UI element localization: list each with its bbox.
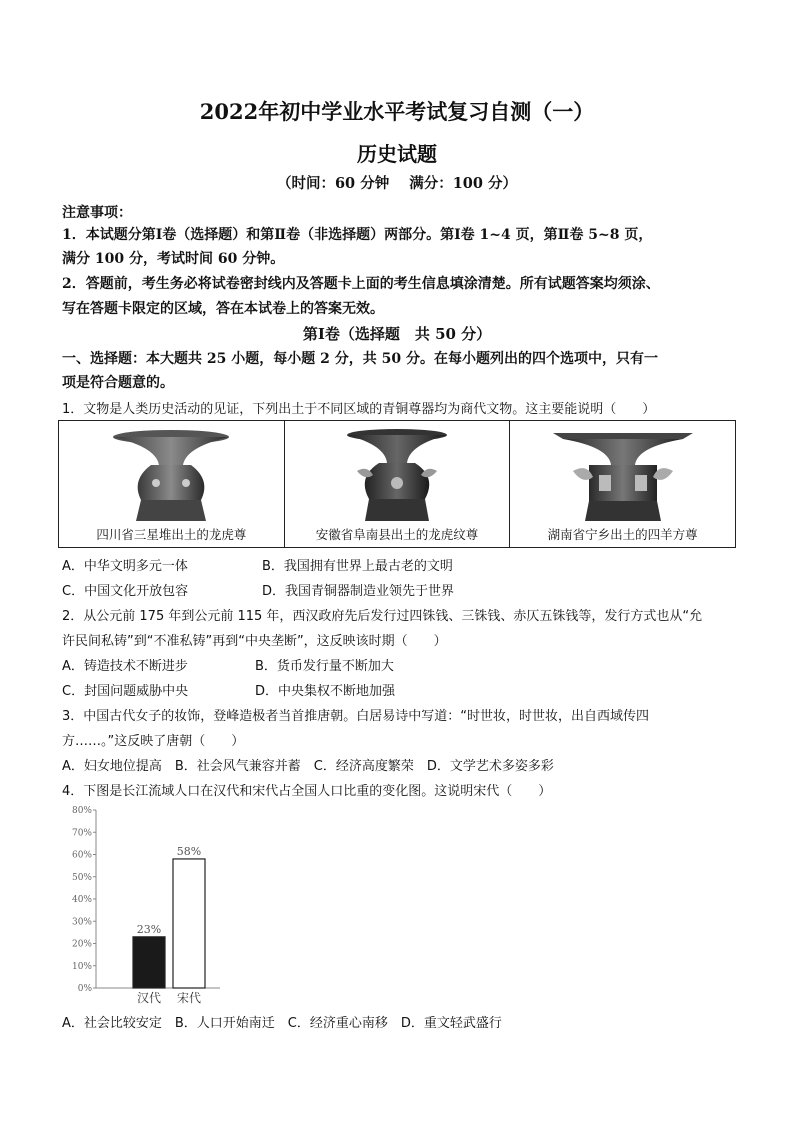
notes-item1-line2: 满分 100 分，考试时间 60 分钟。 <box>62 251 285 267</box>
chart-data-label-1: 23% <box>136 922 162 936</box>
chart-y-tick-label: 30% <box>71 917 92 928</box>
q1-option-b: B．我国拥有世界上最古老的文明 <box>262 559 453 574</box>
exam-info <box>0 172 794 193</box>
exam-subtitle: 历史试题 <box>357 142 437 166</box>
q2-stem-line2: 许民间私铸”到“不准私铸”再到“中央垄断”，这反映该时期（ ） <box>62 634 447 649</box>
q1-image-cell-3 <box>510 421 735 547</box>
q1-caption-1: 四川省三星堆出土的龙虎尊 <box>96 527 247 542</box>
q1-image-table <box>58 420 736 548</box>
exam-title: 2022年初中学业水平考试复习自测（一） <box>199 99 595 124</box>
q2-stem-line1: 2．从公元前 175 年到公元前 115 年，西汉政府先后发行过四铢钱、三铢钱、赤仄五铢钱等，发行方式也从“允 <box>62 609 703 624</box>
q4-options: A．社会比较安定 B．人口开始南迁 C．经济重心南移 D．重文轻武盛行 <box>62 1016 502 1031</box>
chart-data-label-2: 58% <box>176 844 202 858</box>
dragon-tiger-pattern-zun-image <box>327 425 467 525</box>
chart-y-tick-label: 80% <box>71 806 92 816</box>
q1-caption-3: 湖南省宁乡出土的四羊方尊 <box>547 527 698 542</box>
chart-y-tick-label: 20% <box>71 939 92 950</box>
exam-score: 满分：100 分） <box>409 175 518 192</box>
chart-y-tick-label: 70% <box>71 828 92 839</box>
section-instructions-line2: 项是符合题意的。 <box>62 375 174 391</box>
dragon-tiger-zun-image <box>101 425 241 525</box>
notes-item1-line1: 1．本试题分第Ⅰ卷（选择题）和第Ⅱ卷（非选择题）两部分。第Ⅰ卷 1~4 页，第Ⅱ卷 5~8 页， <box>62 227 653 243</box>
four-ram-square-zun-image <box>543 425 703 525</box>
q2-option-a: A．铸造技术不断进步 <box>62 659 188 674</box>
section-instructions-line1: 一、选择题：本大题共 25 小题，每小题 2 分，共 50 分。在每小题列出的四个选项中，只有一 <box>62 351 658 367</box>
chart-y-tick-label: 50% <box>71 872 92 883</box>
q1-option-a: A．中华文明多元一体 <box>62 559 188 574</box>
population-share-chart <box>60 800 240 1010</box>
q3-stem-line2: 方……。”这反映了唐朝（ ） <box>62 734 245 749</box>
chart-y-tick-label: 0% <box>77 984 92 994</box>
notes-item2-line2: 写在答题卡限定的区域，答在本试卷上的答案无效。 <box>62 301 384 317</box>
chart-category-label-2: 宋代 <box>176 991 202 1005</box>
q1-option-c: C．中国文化开放包容 <box>62 584 189 599</box>
chart-y-tick-label: 10% <box>71 961 92 972</box>
chart-y-tick-label: 40% <box>71 895 92 905</box>
q1-image-cell-1 <box>59 421 285 547</box>
q3-stem-line1: 3．中国古代女子的妆饰，登峰造极者当首推唐朝。白居易诗中写道：“时世妆，时世妆，出自西域传四 <box>62 709 650 724</box>
q2-option-b: B．货币发行量不断加大 <box>255 659 394 674</box>
q1-image-cell-2 <box>285 421 511 547</box>
q1-stem: 1．文物是人类历史活动的见证，下列出土于不同区域的青铜尊器均为商代文物。这主要能说明（ ） <box>62 402 656 417</box>
chart-bar-2 <box>173 859 205 988</box>
q2-option-c: C．封国问题威胁中央 <box>62 684 189 699</box>
q4-stem: 4．下图是长江流域人口在汉代和宋代占全国人口比重的变化图。这说明宋代（ ） <box>62 784 552 799</box>
q2-option-d: D．中央集权不断地加强 <box>255 684 396 699</box>
exam-time: （时间：60 分钟 <box>276 175 390 192</box>
chart-y-tick-label: 60% <box>71 850 92 861</box>
q1-caption-2: 安徽省阜南县出土的龙虎纹尊 <box>315 527 479 542</box>
section-title: 第Ⅰ卷（选择题 共 50 分） <box>302 325 492 343</box>
q3-options: A．妇女地位提高 B．社会风气兼容并蓄 C．经济高度繁荣 D．文学艺术多姿多彩 <box>62 759 554 774</box>
chart-bar-1 <box>133 937 165 988</box>
notes-item2-line1: 2．答题前，考生务必将试卷密封线内及答题卡上面的考生信息填涂清楚。所有试题答案均须涂、 <box>62 276 660 292</box>
notes-heading: 注意事项： <box>62 205 132 221</box>
q1-option-d: D．我国青铜器制造业领先于世界 <box>262 584 455 599</box>
chart-category-label-1: 汉代 <box>136 991 162 1005</box>
